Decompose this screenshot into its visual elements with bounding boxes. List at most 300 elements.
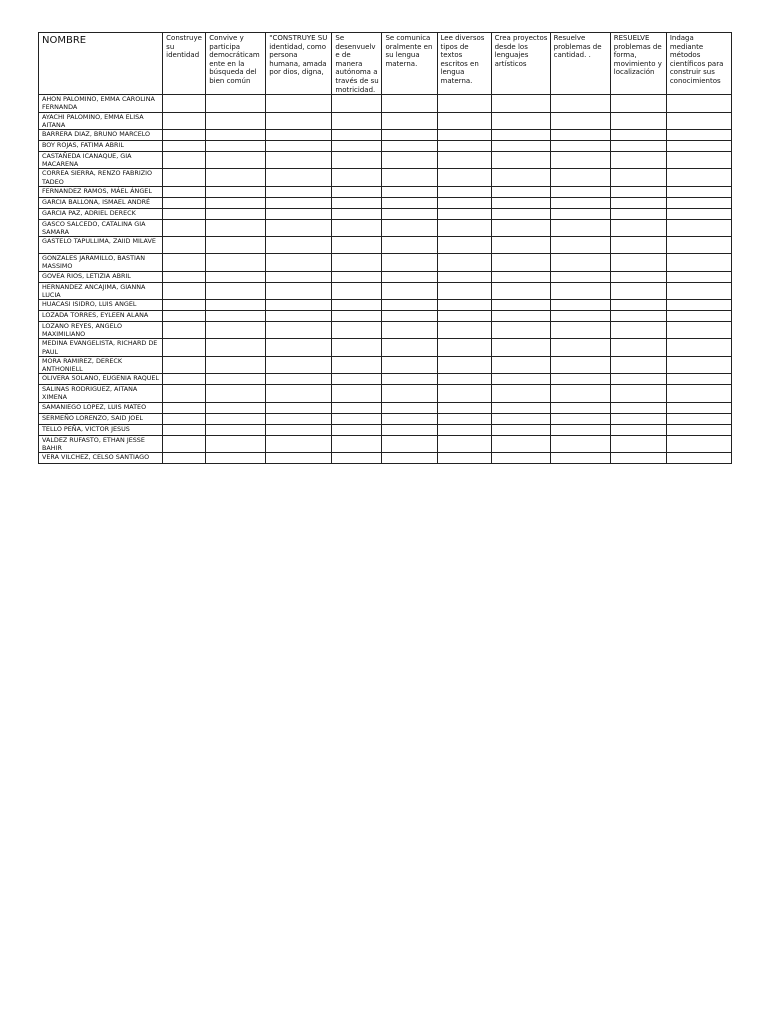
evaluation-cell[interactable] xyxy=(332,311,382,322)
student-evaluation-table xyxy=(38,32,732,464)
evaluation-cell[interactable] xyxy=(610,385,666,402)
evaluation-cell[interactable] xyxy=(163,254,206,271)
evaluation-cell[interactable] xyxy=(437,237,491,254)
evaluation-cell[interactable] xyxy=(332,339,382,356)
evaluation-cell[interactable] xyxy=(206,413,266,424)
evaluation-cell[interactable] xyxy=(382,169,437,186)
evaluation-cell[interactable] xyxy=(666,385,731,402)
table-row xyxy=(39,374,732,385)
table-row xyxy=(39,112,732,129)
evaluation-cell[interactable] xyxy=(163,435,206,452)
evaluation-cell[interactable] xyxy=(382,322,437,339)
evaluation-cell[interactable] xyxy=(382,413,437,424)
evaluation-cell[interactable] xyxy=(332,186,382,197)
table-row xyxy=(39,95,732,112)
evaluation-cell[interactable] xyxy=(332,197,382,208)
evaluation-cell[interactable] xyxy=(266,219,332,236)
table-row xyxy=(39,311,732,322)
evaluation-cell[interactable] xyxy=(666,435,731,452)
evaluation-cell[interactable] xyxy=(382,300,437,311)
header-label: Se desenvuelve de manera autónoma a través de su motricidad. xyxy=(335,34,379,94)
evaluation-cell[interactable] xyxy=(550,385,610,402)
evaluation-cell[interactable] xyxy=(382,254,437,271)
evaluation-cell[interactable] xyxy=(206,435,266,452)
evaluation-cell[interactable] xyxy=(610,237,666,254)
evaluation-cell[interactable] xyxy=(206,151,266,168)
evaluation-cell[interactable] xyxy=(206,282,266,299)
evaluation-cell[interactable] xyxy=(206,208,266,219)
evaluation-cell[interactable] xyxy=(206,453,266,464)
evaluation-cell[interactable] xyxy=(491,374,550,385)
header-label: RESUELVE problemas de forma, movimiento y localización xyxy=(613,34,662,77)
evaluation-cell[interactable] xyxy=(491,271,550,282)
evaluation-cell[interactable] xyxy=(382,208,437,219)
evaluation-cell[interactable] xyxy=(610,197,666,208)
evaluation-cell[interactable] xyxy=(266,197,332,208)
evaluation-cell[interactable] xyxy=(610,339,666,356)
evaluation-cell[interactable] xyxy=(206,356,266,373)
student-name-cell: FERNANDEZ RAMOS, MÁEL ÁNGEL xyxy=(39,186,163,197)
evaluation-cell[interactable] xyxy=(332,95,382,112)
evaluation-cell[interactable] xyxy=(382,186,437,197)
evaluation-cell[interactable] xyxy=(666,169,731,186)
evaluation-cell[interactable] xyxy=(610,424,666,435)
evaluation-cell[interactable] xyxy=(666,339,731,356)
evaluation-cell[interactable] xyxy=(206,311,266,322)
evaluation-cell[interactable] xyxy=(206,237,266,254)
evaluation-cell[interactable] xyxy=(666,186,731,197)
evaluation-cell[interactable] xyxy=(266,169,332,186)
evaluation-cell[interactable] xyxy=(437,169,491,186)
evaluation-cell[interactable] xyxy=(206,300,266,311)
table-row xyxy=(39,151,732,168)
table-row xyxy=(39,402,732,413)
evaluation-cell[interactable] xyxy=(666,413,731,424)
evaluation-cell[interactable] xyxy=(666,300,731,311)
evaluation-cell[interactable] xyxy=(437,151,491,168)
evaluation-cell[interactable] xyxy=(206,424,266,435)
evaluation-cell[interactable] xyxy=(491,169,550,186)
evaluation-cell[interactable] xyxy=(206,95,266,112)
evaluation-cell[interactable] xyxy=(163,151,206,168)
evaluation-cell[interactable] xyxy=(382,435,437,452)
evaluation-cell[interactable] xyxy=(550,151,610,168)
evaluation-cell[interactable] xyxy=(437,271,491,282)
evaluation-cell[interactable] xyxy=(332,129,382,140)
evaluation-cell[interactable] xyxy=(206,322,266,339)
evaluation-cell[interactable] xyxy=(437,197,491,208)
evaluation-cell[interactable] xyxy=(550,197,610,208)
evaluation-cell[interactable] xyxy=(266,402,332,413)
evaluation-cell[interactable] xyxy=(437,282,491,299)
evaluation-cell[interactable] xyxy=(610,413,666,424)
evaluation-cell[interactable] xyxy=(266,282,332,299)
evaluation-cell[interactable] xyxy=(610,374,666,385)
evaluation-cell[interactable] xyxy=(491,237,550,254)
evaluation-cell[interactable] xyxy=(163,374,206,385)
evaluation-cell[interactable] xyxy=(382,219,437,236)
evaluation-cell[interactable] xyxy=(332,237,382,254)
student-name-cell: MORA RAMIREZ, DERECK ANTHONIELL xyxy=(39,356,163,373)
evaluation-cell[interactable] xyxy=(491,453,550,464)
evaluation-cell[interactable] xyxy=(266,129,332,140)
evaluation-cell[interactable] xyxy=(550,208,610,219)
evaluation-cell[interactable] xyxy=(266,271,332,282)
evaluation-cell[interactable] xyxy=(206,254,266,271)
evaluation-cell[interactable] xyxy=(610,219,666,236)
evaluation-cell[interactable] xyxy=(163,140,206,151)
evaluation-cell[interactable] xyxy=(610,356,666,373)
evaluation-cell[interactable] xyxy=(550,129,610,140)
evaluation-cell[interactable] xyxy=(206,186,266,197)
evaluation-cell[interactable] xyxy=(163,208,206,219)
evaluation-cell[interactable] xyxy=(491,402,550,413)
evaluation-cell[interactable] xyxy=(266,374,332,385)
evaluation-cell[interactable] xyxy=(382,151,437,168)
evaluation-cell[interactable] xyxy=(266,453,332,464)
evaluation-cell[interactable] xyxy=(666,197,731,208)
student-name-cell: HERNANDEZ ANCAJIMA, GIANNA LUCIA xyxy=(39,282,163,299)
column-header-nombre xyxy=(39,33,163,95)
evaluation-cell[interactable] xyxy=(550,413,610,424)
evaluation-cell[interactable] xyxy=(163,129,206,140)
evaluation-cell[interactable] xyxy=(610,95,666,112)
evaluation-cell[interactable] xyxy=(266,254,332,271)
evaluation-cell[interactable] xyxy=(666,237,731,254)
table-row xyxy=(39,129,732,140)
evaluation-cell[interactable] xyxy=(666,129,731,140)
column-header-construye-persona-humana xyxy=(266,33,332,95)
evaluation-cell[interactable] xyxy=(437,374,491,385)
student-name-cell: AYACHI PALOMINO, EMMA ELISA AITANA xyxy=(39,112,163,129)
evaluation-cell[interactable] xyxy=(550,356,610,373)
table-row xyxy=(39,254,732,271)
evaluation-cell[interactable] xyxy=(163,197,206,208)
evaluation-cell[interactable] xyxy=(332,112,382,129)
evaluation-cell[interactable] xyxy=(666,112,731,129)
evaluation-cell[interactable] xyxy=(332,219,382,236)
column-header-resuelve-cantidad xyxy=(550,33,610,95)
evaluation-cell[interactable] xyxy=(550,453,610,464)
evaluation-cell[interactable] xyxy=(610,311,666,322)
evaluation-cell[interactable] xyxy=(332,140,382,151)
evaluation-cell[interactable] xyxy=(491,151,550,168)
evaluation-cell[interactable] xyxy=(206,169,266,186)
evaluation-cell[interactable] xyxy=(382,385,437,402)
evaluation-cell[interactable] xyxy=(163,219,206,236)
evaluation-cell[interactable] xyxy=(550,282,610,299)
evaluation-cell[interactable] xyxy=(666,95,731,112)
table-row xyxy=(39,356,732,373)
student-name-cell: SALINAS RODRIGUEZ, AITANA XIMENA xyxy=(39,385,163,402)
evaluation-cell[interactable] xyxy=(437,339,491,356)
evaluation-cell[interactable] xyxy=(266,208,332,219)
evaluation-cell[interactable] xyxy=(491,300,550,311)
evaluation-cell[interactable] xyxy=(163,424,206,435)
evaluation-cell[interactable] xyxy=(206,112,266,129)
evaluation-cell[interactable] xyxy=(332,254,382,271)
evaluation-cell[interactable] xyxy=(266,311,332,322)
evaluation-cell[interactable] xyxy=(163,322,206,339)
evaluation-cell[interactable] xyxy=(666,254,731,271)
evaluation-cell[interactable] xyxy=(206,129,266,140)
evaluation-cell[interactable] xyxy=(437,402,491,413)
evaluation-cell[interactable] xyxy=(666,271,731,282)
evaluation-cell[interactable] xyxy=(610,300,666,311)
evaluation-cell[interactable] xyxy=(610,453,666,464)
evaluation-cell[interactable] xyxy=(491,356,550,373)
evaluation-cell[interactable] xyxy=(491,322,550,339)
evaluation-cell[interactable] xyxy=(550,140,610,151)
evaluation-cell[interactable] xyxy=(666,208,731,219)
evaluation-cell[interactable] xyxy=(491,385,550,402)
evaluation-cell[interactable] xyxy=(437,112,491,129)
evaluation-cell[interactable] xyxy=(437,129,491,140)
evaluation-cell[interactable] xyxy=(266,339,332,356)
evaluation-cell[interactable] xyxy=(382,197,437,208)
column-header-comunica-oralmente xyxy=(382,33,437,95)
evaluation-cell[interactable] xyxy=(206,271,266,282)
evaluation-cell[interactable] xyxy=(550,219,610,236)
evaluation-cell[interactable] xyxy=(382,237,437,254)
student-name-cell: MEDINA EVANGELISTA, RICHARD DE PAUL xyxy=(39,339,163,356)
evaluation-cell[interactable] xyxy=(382,282,437,299)
evaluation-cell[interactable] xyxy=(610,129,666,140)
evaluation-cell[interactable] xyxy=(332,208,382,219)
evaluation-cell[interactable] xyxy=(163,282,206,299)
header-label: Indaga mediante métodos científicos para construir sus conocimientos xyxy=(669,34,724,85)
evaluation-cell[interactable] xyxy=(266,151,332,168)
evaluation-cell[interactable] xyxy=(163,453,206,464)
evaluation-cell[interactable] xyxy=(491,208,550,219)
student-name-cell: LOZADA TORRES, EYLEEN ALANA xyxy=(39,311,163,322)
evaluation-cell[interactable] xyxy=(332,282,382,299)
evaluation-cell[interactable] xyxy=(610,282,666,299)
table-row xyxy=(39,424,732,435)
evaluation-cell[interactable] xyxy=(266,237,332,254)
evaluation-cell[interactable] xyxy=(437,413,491,424)
evaluation-cell[interactable] xyxy=(491,254,550,271)
evaluation-cell[interactable] xyxy=(163,271,206,282)
evaluation-cell[interactable] xyxy=(666,424,731,435)
evaluation-cell[interactable] xyxy=(610,140,666,151)
evaluation-cell[interactable] xyxy=(332,151,382,168)
evaluation-cell[interactable] xyxy=(491,140,550,151)
evaluation-cell[interactable] xyxy=(437,254,491,271)
evaluation-cell[interactable] xyxy=(550,300,610,311)
evaluation-cell[interactable] xyxy=(666,311,731,322)
evaluation-cell[interactable] xyxy=(437,385,491,402)
evaluation-cell[interactable] xyxy=(206,140,266,151)
evaluation-cell[interactable] xyxy=(332,169,382,186)
evaluation-cell[interactable] xyxy=(666,219,731,236)
evaluation-cell[interactable] xyxy=(437,140,491,151)
evaluation-cell[interactable] xyxy=(550,254,610,271)
evaluation-cell[interactable] xyxy=(382,311,437,322)
student-name-cell: VERA VILCHEZ, CELSO SANTIAGO xyxy=(39,453,163,464)
evaluation-cell[interactable] xyxy=(266,385,332,402)
table-row xyxy=(39,385,732,402)
evaluation-cell[interactable] xyxy=(610,151,666,168)
evaluation-cell[interactable] xyxy=(666,356,731,373)
evaluation-cell[interactable] xyxy=(266,95,332,112)
evaluation-cell[interactable] xyxy=(666,453,731,464)
evaluation-cell[interactable] xyxy=(550,112,610,129)
table-row xyxy=(39,271,732,282)
evaluation-cell[interactable] xyxy=(332,385,382,402)
evaluation-cell[interactable] xyxy=(206,339,266,356)
evaluation-cell[interactable] xyxy=(206,402,266,413)
evaluation-cell[interactable] xyxy=(266,300,332,311)
evaluation-cell[interactable] xyxy=(206,219,266,236)
evaluation-cell[interactable] xyxy=(491,129,550,140)
evaluation-cell[interactable] xyxy=(332,402,382,413)
evaluation-cell[interactable] xyxy=(437,300,491,311)
student-name-cell: SAMANIEGO LOPEZ, LUIS MATEO xyxy=(39,402,163,413)
evaluation-cell[interactable] xyxy=(491,186,550,197)
evaluation-cell[interactable] xyxy=(437,186,491,197)
student-name-cell: GOVEA RIOS, LETIZIA ABRIL xyxy=(39,271,163,282)
evaluation-cell[interactable] xyxy=(163,186,206,197)
evaluation-cell[interactable] xyxy=(163,385,206,402)
evaluation-cell[interactable] xyxy=(550,95,610,112)
evaluation-cell[interactable] xyxy=(382,112,437,129)
evaluation-cell[interactable] xyxy=(550,169,610,186)
evaluation-cell[interactable] xyxy=(206,385,266,402)
evaluation-cell[interactable] xyxy=(550,186,610,197)
evaluation-cell[interactable] xyxy=(382,140,437,151)
evaluation-cell[interactable] xyxy=(437,453,491,464)
evaluation-cell[interactable] xyxy=(491,339,550,356)
evaluation-cell[interactable] xyxy=(491,197,550,208)
evaluation-cell[interactable] xyxy=(610,186,666,197)
evaluation-cell[interactable] xyxy=(610,112,666,129)
evaluation-cell[interactable] xyxy=(382,356,437,373)
evaluation-cell[interactable] xyxy=(437,208,491,219)
evaluation-cell[interactable] xyxy=(266,322,332,339)
evaluation-cell[interactable] xyxy=(491,311,550,322)
evaluation-cell[interactable] xyxy=(550,402,610,413)
evaluation-cell[interactable] xyxy=(550,424,610,435)
evaluation-cell[interactable] xyxy=(610,254,666,271)
evaluation-cell[interactable] xyxy=(163,402,206,413)
column-header-resuelve-forma xyxy=(610,33,666,95)
evaluation-cell[interactable] xyxy=(437,311,491,322)
evaluation-cell[interactable] xyxy=(491,413,550,424)
evaluation-cell[interactable] xyxy=(491,95,550,112)
evaluation-cell[interactable] xyxy=(610,208,666,219)
evaluation-cell[interactable] xyxy=(163,339,206,356)
student-name-cell: LOZANO REYES, ANGELO MAXIMILIANO xyxy=(39,322,163,339)
evaluation-cell[interactable] xyxy=(550,271,610,282)
evaluation-cell[interactable] xyxy=(382,453,437,464)
evaluation-cell[interactable] xyxy=(266,186,332,197)
evaluation-cell[interactable] xyxy=(550,374,610,385)
evaluation-cell[interactable] xyxy=(266,112,332,129)
evaluation-cell[interactable] xyxy=(163,169,206,186)
evaluation-cell[interactable] xyxy=(163,311,206,322)
table-row xyxy=(39,413,732,424)
evaluation-cell[interactable] xyxy=(266,356,332,373)
evaluation-cell[interactable] xyxy=(206,374,266,385)
evaluation-cell[interactable] xyxy=(550,339,610,356)
evaluation-cell[interactable] xyxy=(332,300,382,311)
evaluation-cell[interactable] xyxy=(332,356,382,373)
evaluation-cell[interactable] xyxy=(163,356,206,373)
header-label: "CONSTRUYE SU identidad, como persona humana, amada por dios, digna, xyxy=(269,34,328,77)
evaluation-cell[interactable] xyxy=(491,282,550,299)
evaluation-cell[interactable] xyxy=(266,424,332,435)
evaluation-cell[interactable] xyxy=(382,271,437,282)
evaluation-cell[interactable] xyxy=(610,402,666,413)
evaluation-cell[interactable] xyxy=(666,151,731,168)
evaluation-cell[interactable] xyxy=(610,322,666,339)
evaluation-cell[interactable] xyxy=(163,237,206,254)
evaluation-cell[interactable] xyxy=(382,424,437,435)
evaluation-cell[interactable] xyxy=(332,374,382,385)
evaluation-cell[interactable] xyxy=(550,311,610,322)
evaluation-cell[interactable] xyxy=(550,237,610,254)
evaluation-cell[interactable] xyxy=(437,435,491,452)
table-row xyxy=(39,300,732,311)
header-label: NOMBRE xyxy=(42,35,87,46)
evaluation-cell[interactable] xyxy=(666,402,731,413)
evaluation-cell[interactable] xyxy=(666,140,731,151)
evaluation-cell[interactable] xyxy=(163,413,206,424)
evaluation-cell[interactable] xyxy=(437,95,491,112)
evaluation-cell[interactable] xyxy=(332,453,382,464)
evaluation-cell[interactable] xyxy=(163,112,206,129)
evaluation-cell[interactable] xyxy=(666,322,731,339)
evaluation-cell[interactable] xyxy=(382,95,437,112)
evaluation-cell[interactable] xyxy=(266,435,332,452)
evaluation-cell[interactable] xyxy=(163,95,206,112)
evaluation-cell[interactable] xyxy=(437,219,491,236)
evaluation-cell[interactable] xyxy=(163,300,206,311)
evaluation-cell[interactable] xyxy=(491,424,550,435)
evaluation-cell[interactable] xyxy=(437,322,491,339)
evaluation-cell[interactable] xyxy=(491,112,550,129)
evaluation-cell[interactable] xyxy=(666,374,731,385)
evaluation-cell[interactable] xyxy=(382,402,437,413)
evaluation-cell[interactable] xyxy=(437,356,491,373)
evaluation-cell[interactable] xyxy=(437,424,491,435)
column-header-convive-participa xyxy=(206,33,266,95)
evaluation-cell[interactable] xyxy=(610,435,666,452)
evaluation-cell[interactable] xyxy=(382,339,437,356)
evaluation-cell[interactable] xyxy=(666,282,731,299)
evaluation-cell[interactable] xyxy=(206,197,266,208)
evaluation-cell[interactable] xyxy=(382,129,437,140)
evaluation-cell[interactable] xyxy=(610,271,666,282)
evaluation-cell[interactable] xyxy=(332,435,382,452)
evaluation-cell[interactable] xyxy=(332,424,382,435)
evaluation-cell[interactable] xyxy=(266,413,332,424)
evaluation-cell[interactable] xyxy=(610,169,666,186)
evaluation-cell[interactable] xyxy=(491,435,550,452)
evaluation-cell[interactable] xyxy=(491,219,550,236)
evaluation-cell[interactable] xyxy=(332,271,382,282)
header-label: Lee diversos tipos de textos escritos en lengua materna. xyxy=(440,34,485,85)
evaluation-cell[interactable] xyxy=(550,322,610,339)
evaluation-cell[interactable] xyxy=(550,435,610,452)
evaluation-cell[interactable] xyxy=(332,413,382,424)
header-label: Crea proyectos desde los lenguajes artísticos xyxy=(494,34,548,68)
table-body xyxy=(39,95,732,464)
evaluation-cell[interactable] xyxy=(382,374,437,385)
evaluation-cell[interactable] xyxy=(266,140,332,151)
evaluation-cell[interactable] xyxy=(332,322,382,339)
